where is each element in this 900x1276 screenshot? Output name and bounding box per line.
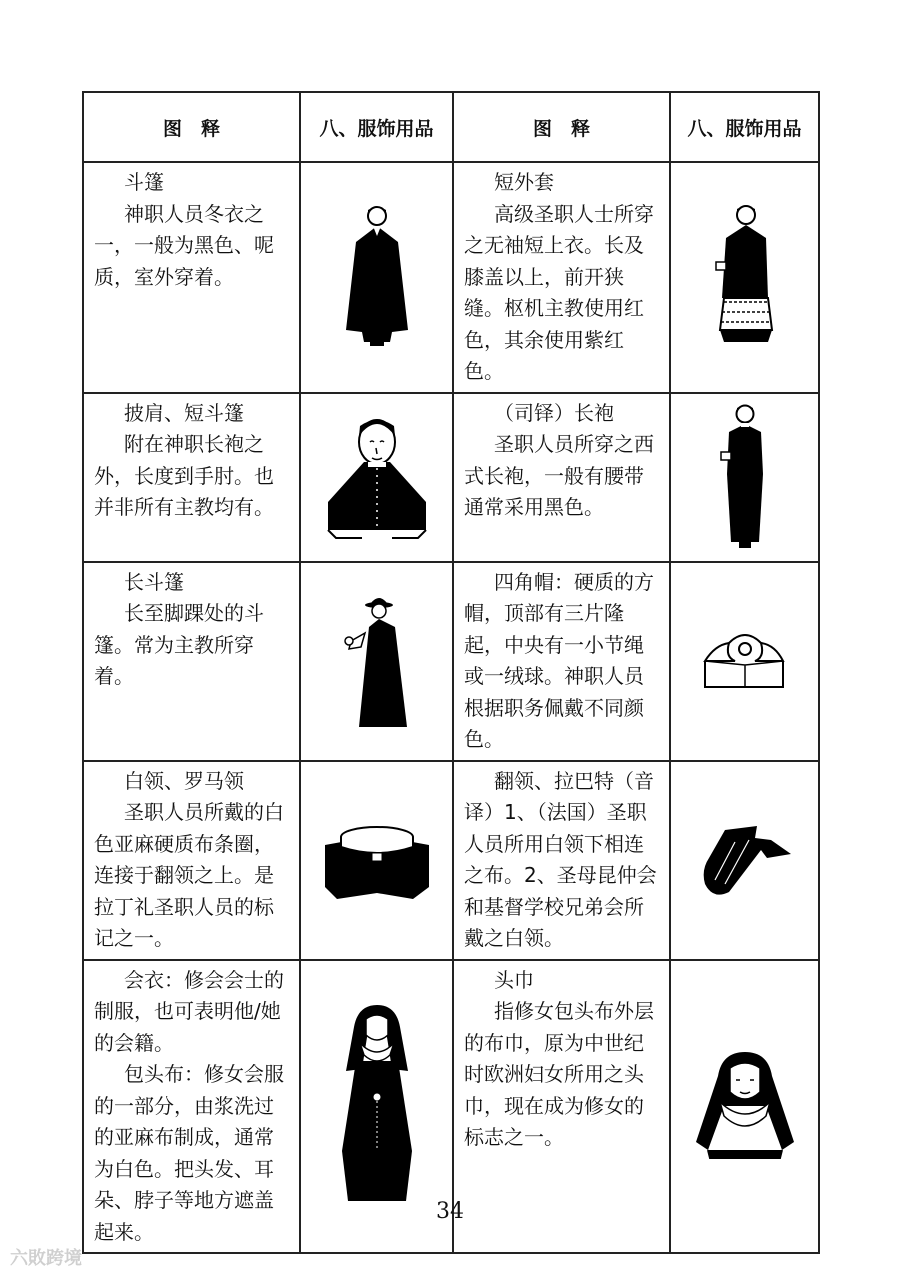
entry-image bbox=[670, 393, 819, 562]
entry-text bbox=[453, 393, 670, 562]
nun-habit-figure-icon bbox=[332, 1001, 422, 1211]
mozzetta-bust-icon bbox=[322, 412, 432, 542]
entry-description: 附在神职长袍之外，长度到手肘。也并非所有主教均有。 bbox=[94, 432, 274, 519]
entry-term: 白领、罗马领 bbox=[124, 768, 244, 793]
entry-image bbox=[300, 162, 453, 393]
entry-image bbox=[300, 562, 453, 761]
header-category-right: 八、服饰用品 bbox=[670, 92, 819, 162]
entry-image bbox=[670, 761, 819, 960]
entry-description: 指修女包头布外层的布巾，原为中世纪时欧洲妇女所用之头巾，现在成为修女的标志之一。 bbox=[464, 999, 654, 1149]
entry-term: 披肩、短斗篷 bbox=[124, 400, 244, 425]
table-header-row bbox=[83, 92, 819, 162]
entry-description-secondary: 包头布：修女会服的一部分，由浆洗过的亚麻布制成，通常为白色。把头发、耳朵、脖子等地方遮盖起来。 bbox=[94, 1062, 284, 1244]
entry-description: 圣职人员所穿之西式长袍，一般有腰带通常采用黑色。 bbox=[464, 432, 654, 519]
entry-text bbox=[83, 761, 300, 960]
rabat-icon bbox=[695, 820, 795, 900]
watermark: 六敗跨境 bbox=[10, 1248, 82, 1269]
entry-description: 翻领、拉巴特（音译）1、（法国）圣职人员所用白领下相连之布。2、圣母昆仲会和基督学校兄弟会所戴之白领。 bbox=[464, 768, 657, 950]
nun-veil-bust-icon bbox=[690, 1046, 800, 1166]
entry-term: 短外套 bbox=[494, 170, 554, 194]
table-row bbox=[83, 761, 819, 960]
entry-description: 神职人员冬衣之一，一般为黑色、呢质，室外穿着。 bbox=[94, 201, 274, 289]
entry-description: 高级圣职人士所穿之无袖短上衣。长及膝盖以上，前开狭缝。枢机主教使用红色，其余使用紫红色。 bbox=[464, 201, 654, 383]
table-row bbox=[83, 162, 819, 393]
entry-image bbox=[670, 562, 819, 761]
entry-term: （司铎）长袍 bbox=[494, 400, 614, 425]
entry-text bbox=[83, 393, 300, 562]
entry-term: 头巾 bbox=[494, 967, 534, 992]
entry-image bbox=[300, 393, 453, 562]
cloak-figure-icon bbox=[342, 202, 412, 352]
entry-description: 会衣：修会会士的制服，也可表明他/她的会籍。 bbox=[94, 967, 284, 1055]
entry-text bbox=[453, 761, 670, 960]
entry-description: 四角帽：硬质的方帽，顶部有三片隆起，中央有一小节绳或一绒球。神职人员根据职务佩戴不同颜色。 bbox=[464, 569, 654, 751]
entry-image bbox=[670, 162, 819, 393]
entry-description: 圣职人员所戴的白色亚麻硬质布条圈，连接于翻领之上。是拉丁礼圣职人员的标记之一。 bbox=[94, 800, 284, 950]
entry-text bbox=[453, 562, 670, 761]
entry-term: 斗篷 bbox=[124, 170, 164, 194]
page-number: 34 bbox=[436, 1199, 464, 1224]
mantelletta-figure-icon bbox=[710, 202, 780, 352]
entry-text bbox=[83, 162, 300, 393]
entry-image bbox=[300, 761, 453, 960]
clothing-glossary-table bbox=[82, 91, 820, 1254]
header-illustration-left: 图 释 bbox=[83, 92, 300, 162]
header-category-left: 八、服饰用品 bbox=[300, 92, 453, 162]
cassock-figure-icon bbox=[715, 402, 775, 552]
long-cloak-figure-icon bbox=[337, 591, 417, 731]
table-row bbox=[83, 562, 819, 761]
roman-collar-icon bbox=[317, 815, 437, 905]
entry-description: 长至脚踝处的斗篷。常为主教所穿着。 bbox=[94, 601, 264, 688]
biretta-icon bbox=[695, 621, 795, 701]
entry-text bbox=[453, 162, 670, 393]
header-illustration-right: 图 释 bbox=[453, 92, 670, 162]
table-row bbox=[83, 393, 819, 562]
entry-term: 长斗篷 bbox=[124, 569, 184, 594]
entry-text bbox=[83, 562, 300, 761]
